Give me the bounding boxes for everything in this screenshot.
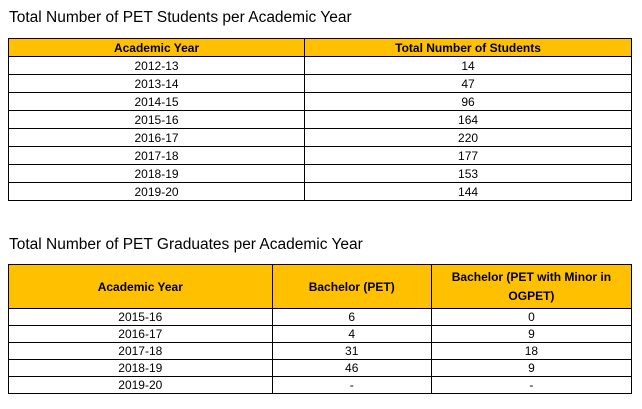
table-row [9, 326, 632, 343]
student-count-cell: 47 [305, 75, 632, 93]
academic-year-cell: 2019-20 [9, 183, 305, 201]
student-count-cell: 153 [305, 165, 632, 183]
table-row [9, 377, 632, 394]
table-row [9, 57, 632, 75]
table-row [9, 147, 632, 165]
academic-year-cell: 2018-19 [9, 165, 305, 183]
academic-year-cell: 2017-18 [9, 343, 273, 360]
header-academic-year: Academic Year [9, 39, 305, 57]
bachelor-pet-minor-cell: 9 [431, 360, 631, 377]
graduates-table [8, 264, 632, 394]
academic-year-cell: 2018-19 [9, 360, 273, 377]
academic-year-cell: 2017-18 [9, 147, 305, 165]
table-row [9, 343, 632, 360]
table-row [9, 165, 632, 183]
table-row [9, 75, 632, 93]
bachelor-pet-cell: 4 [272, 326, 431, 343]
students-table-header-row [9, 39, 632, 57]
student-count-cell: 14 [305, 57, 632, 75]
academic-year-cell: 2015-16 [9, 111, 305, 129]
student-count-cell: 177 [305, 147, 632, 165]
bachelor-pet-minor-cell: 9 [431, 326, 631, 343]
students-table [8, 38, 632, 201]
graduates-table-title: Total Number of PET Graduates per Academic Year [9, 236, 363, 253]
academic-year-cell: 2013-14 [9, 75, 305, 93]
bachelor-pet-minor-cell: 18 [431, 343, 631, 360]
bachelor-pet-minor-cell: 0 [431, 309, 631, 326]
header-academic-year: Academic Year [9, 265, 273, 309]
table-row [9, 309, 632, 326]
student-count-cell: 144 [305, 183, 632, 201]
bachelor-pet-cell: - [272, 377, 431, 394]
academic-year-cell: 2014-15 [9, 93, 305, 111]
table-row [9, 111, 632, 129]
academic-year-cell: 2012-13 [9, 57, 305, 75]
academic-year-cell: 2016-17 [9, 129, 305, 147]
bachelor-pet-cell: 6 [272, 309, 431, 326]
student-count-cell: 96 [305, 93, 632, 111]
header-bachelor-pet: Bachelor (PET) [272, 265, 431, 309]
bachelor-pet-cell: 46 [272, 360, 431, 377]
table-row [9, 129, 632, 147]
academic-year-cell: 2015-16 [9, 309, 273, 326]
header-bachelor-pet-minor-ogpet [431, 265, 631, 309]
table-row [9, 183, 632, 201]
student-count-cell: 164 [305, 111, 632, 129]
header-total-students: Total Number of Students [305, 39, 632, 57]
bachelor-pet-minor-cell: - [431, 377, 631, 394]
students-table-title: Total Number of PET Students per Academic Year [9, 9, 352, 26]
graduates-table-header-row [9, 265, 632, 309]
bachelor-pet-cell: 31 [272, 343, 431, 360]
academic-year-cell: 2016-17 [9, 326, 273, 343]
header-bachelor-pet-minor-ogpet-label: Bachelor (PET with Minor in OGPET) [451, 269, 612, 303]
table-row [9, 93, 632, 111]
academic-year-cell: 2019-20 [9, 377, 273, 394]
table-row [9, 360, 632, 377]
student-count-cell: 220 [305, 129, 632, 147]
